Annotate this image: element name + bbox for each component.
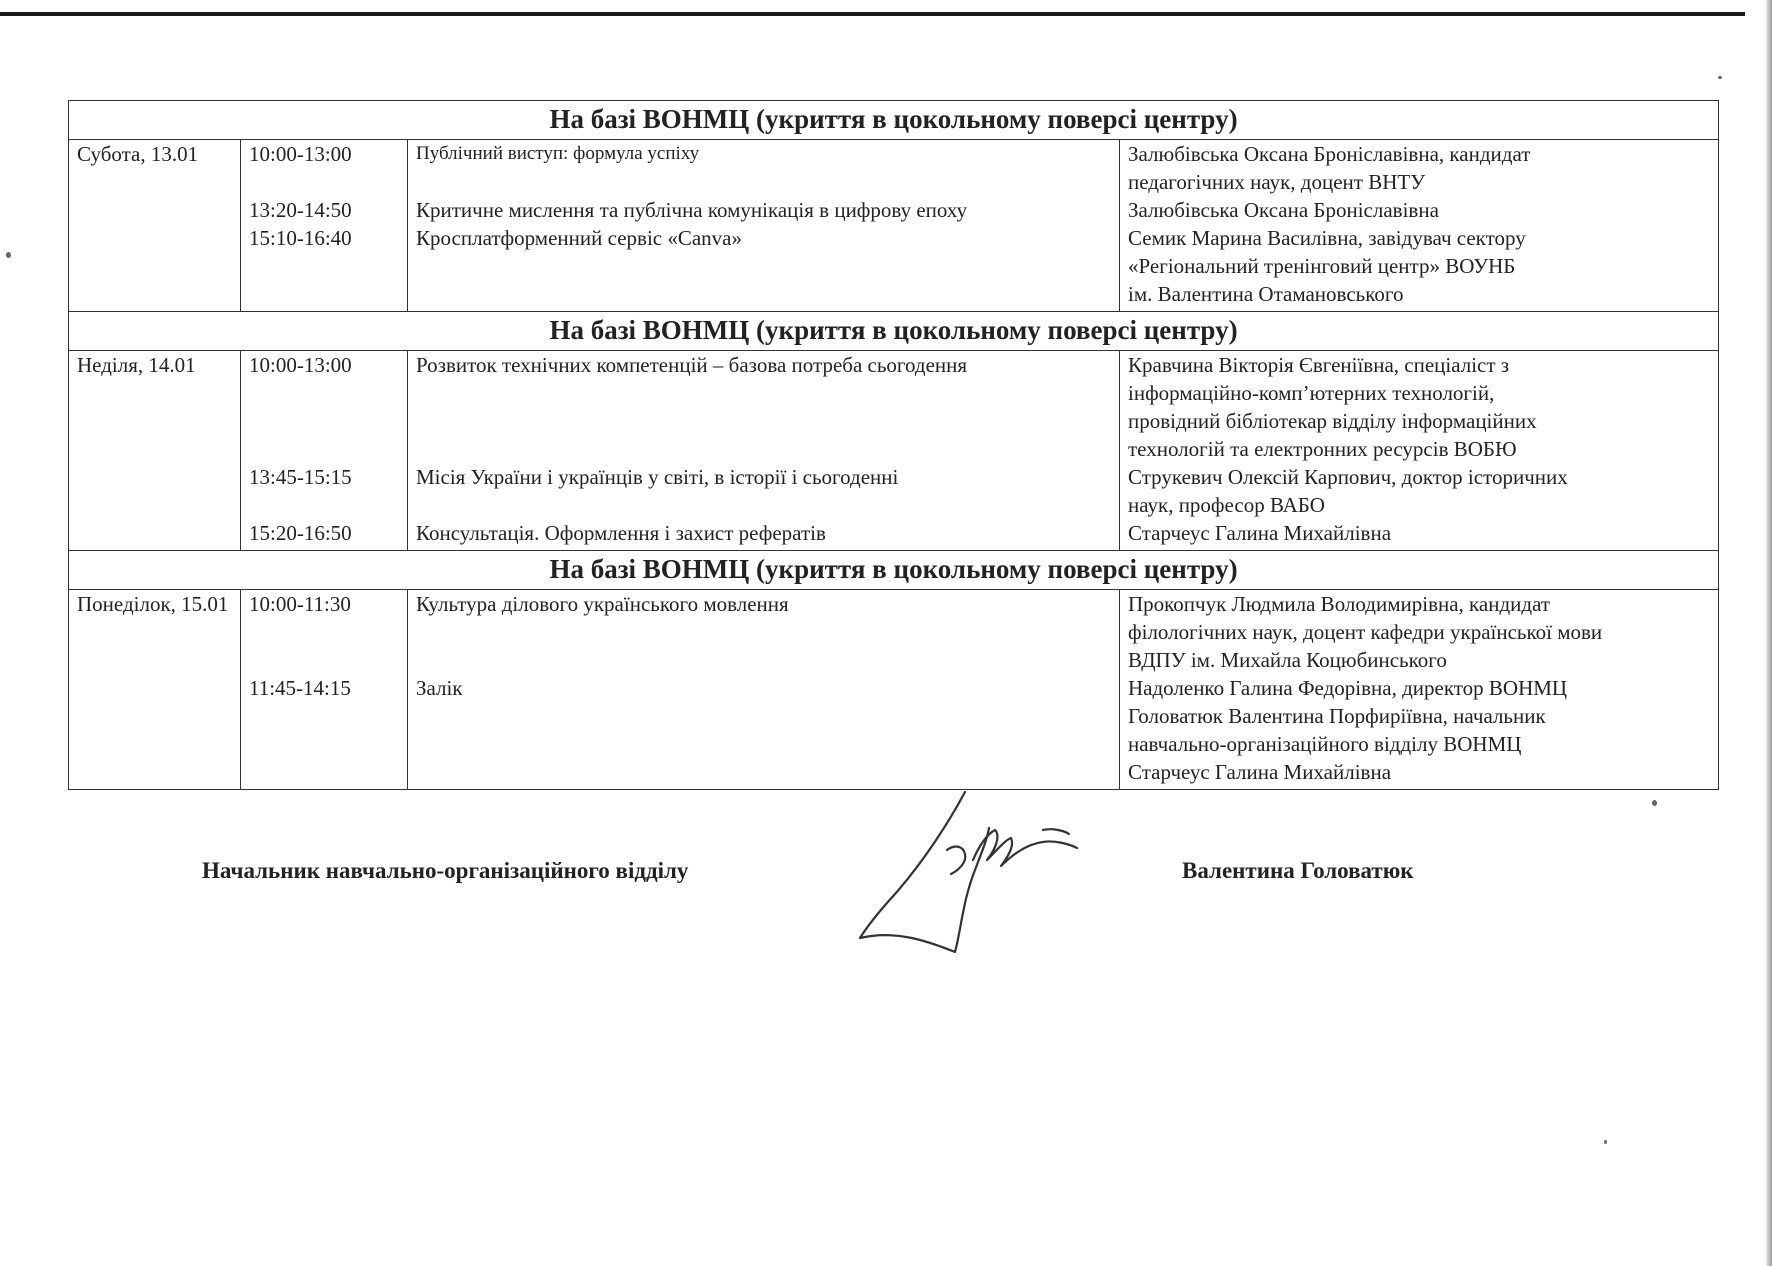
lecturer-line: Надоленко Галина Федорівна, директор ВОНМЦ	[1128, 676, 1568, 700]
lecturer-line: наук, професор ВАБО	[1128, 493, 1325, 517]
lecturer-cell	[1120, 140, 1719, 312]
lecturer-line: Залюбівська Оксана Броніславівна	[1128, 198, 1439, 222]
lecturer-line: Кравчина Вікторія Євгеніївна, спеціаліст з	[1128, 353, 1510, 377]
topic: Місія України і українців у світі, в історії і сьогоденні	[416, 465, 899, 489]
day-row	[69, 351, 1719, 551]
venue-row	[69, 312, 1719, 351]
topic: Культура ділового українського мовлення	[416, 592, 789, 616]
lecturer-line: Струкевич Олексій Карпович, доктор історичних	[1128, 465, 1568, 489]
lecturer-line: педагогічних наук, доцент ВНТУ	[1128, 170, 1426, 194]
day-cell: Понеділок, 15.01	[69, 590, 241, 790]
topic: Розвиток технічних компетенцій – базова потреба сьогодення	[416, 353, 968, 377]
time-cell	[241, 140, 408, 312]
day-cell: Субота, 13.01	[69, 140, 241, 312]
lecturer-line: «Регіональний тренінговий центр» ВОУНБ	[1128, 254, 1516, 278]
time-slot: 11:45-14:15	[249, 676, 351, 700]
lecturer-line: провідний бібліотекар відділу інформаційних	[1128, 409, 1537, 433]
time-slot: 13:20-14:50	[249, 198, 352, 222]
lecturer-line: навчально-організаційного відділу ВОНМЦ	[1128, 732, 1522, 756]
time-cell	[241, 590, 408, 790]
venue-heading: На базі ВОНМЦ (укриття в цокольному поверсі центру)	[69, 551, 1719, 590]
lecturer-line: Старчеус Галина Михайлівна	[1128, 521, 1392, 545]
lecturer-line: Залюбівська Оксана Броніславівна, кандидат	[1128, 142, 1531, 166]
topic: Кросплатформенний сервіс «Canva»	[416, 226, 742, 250]
topic: Критичне мислення та публічна комунікація в цифрову епоху	[416, 198, 968, 222]
day-row	[69, 590, 1719, 790]
scan-speck	[1718, 76, 1722, 79]
lecturer-line: технологій та електронних ресурсів ВОБЮ	[1128, 437, 1517, 461]
topic-cell	[408, 140, 1120, 312]
schedule-table	[68, 100, 1719, 790]
lecturer-line: інформаційно-комп’ютерних технологій,	[1128, 381, 1495, 405]
day-cell: Неділя, 14.01	[69, 351, 241, 551]
topic-cell	[408, 351, 1120, 551]
lecturer-line: Прокопчук Людмила Володимирівна, кандидат	[1128, 592, 1551, 616]
scan-edge-top	[0, 12, 1745, 16]
time-slot: 10:00-11:30	[249, 592, 351, 616]
scan-speck	[1652, 800, 1657, 806]
time-slot: 13:45-15:15	[249, 465, 352, 489]
lecturer-line: Старчеус Галина Михайлівна	[1128, 760, 1392, 784]
handwritten-signature	[855, 790, 1095, 980]
signatory-name: Валентина Головатюк	[1182, 858, 1414, 883]
lecturer-cell	[1120, 351, 1719, 551]
scan-speck	[1604, 1140, 1607, 1144]
topic: Залік	[416, 676, 463, 700]
time-cell	[241, 351, 408, 551]
topic: Публічний виступ: формула успіху	[416, 143, 700, 164]
venue-heading: На базі ВОНМЦ (укриття в цокольному поверсі центру)	[69, 101, 1719, 140]
venue-row	[69, 551, 1719, 590]
venue-heading: На базі ВОНМЦ (укриття в цокольному поверсі центру)	[69, 312, 1719, 351]
scan-edge-right	[1766, 0, 1772, 1266]
lecturer-line: ВДПУ ім. Михайла Коцюбинського	[1128, 648, 1447, 672]
lecturer-cell	[1120, 590, 1719, 790]
time-slot: 10:00-13:00	[249, 353, 352, 377]
time-slot: 15:20-16:50	[249, 521, 352, 545]
lecturer-line: філологічних наук, доцент кафедри української мови	[1128, 620, 1603, 644]
venue-row	[69, 101, 1719, 140]
time-slot: 10:00-13:00	[249, 142, 352, 166]
lecturer-line: ім. Валентина Отамановського	[1128, 282, 1404, 306]
topic: Консультація. Оформлення і захист рефератів	[416, 521, 826, 545]
lecturer-line: Головатюк Валентина Порфиріївна, начальник	[1128, 704, 1546, 728]
time-slot: 15:10-16:40	[249, 226, 352, 250]
scan-speck	[6, 252, 11, 258]
day-row	[69, 140, 1719, 312]
topic-cell	[408, 590, 1120, 790]
lecturer-line: Семик Марина Василівна, завідувач сектору	[1128, 226, 1526, 250]
signatory-position: Начальник навчально-організаційного відділу	[202, 858, 689, 883]
